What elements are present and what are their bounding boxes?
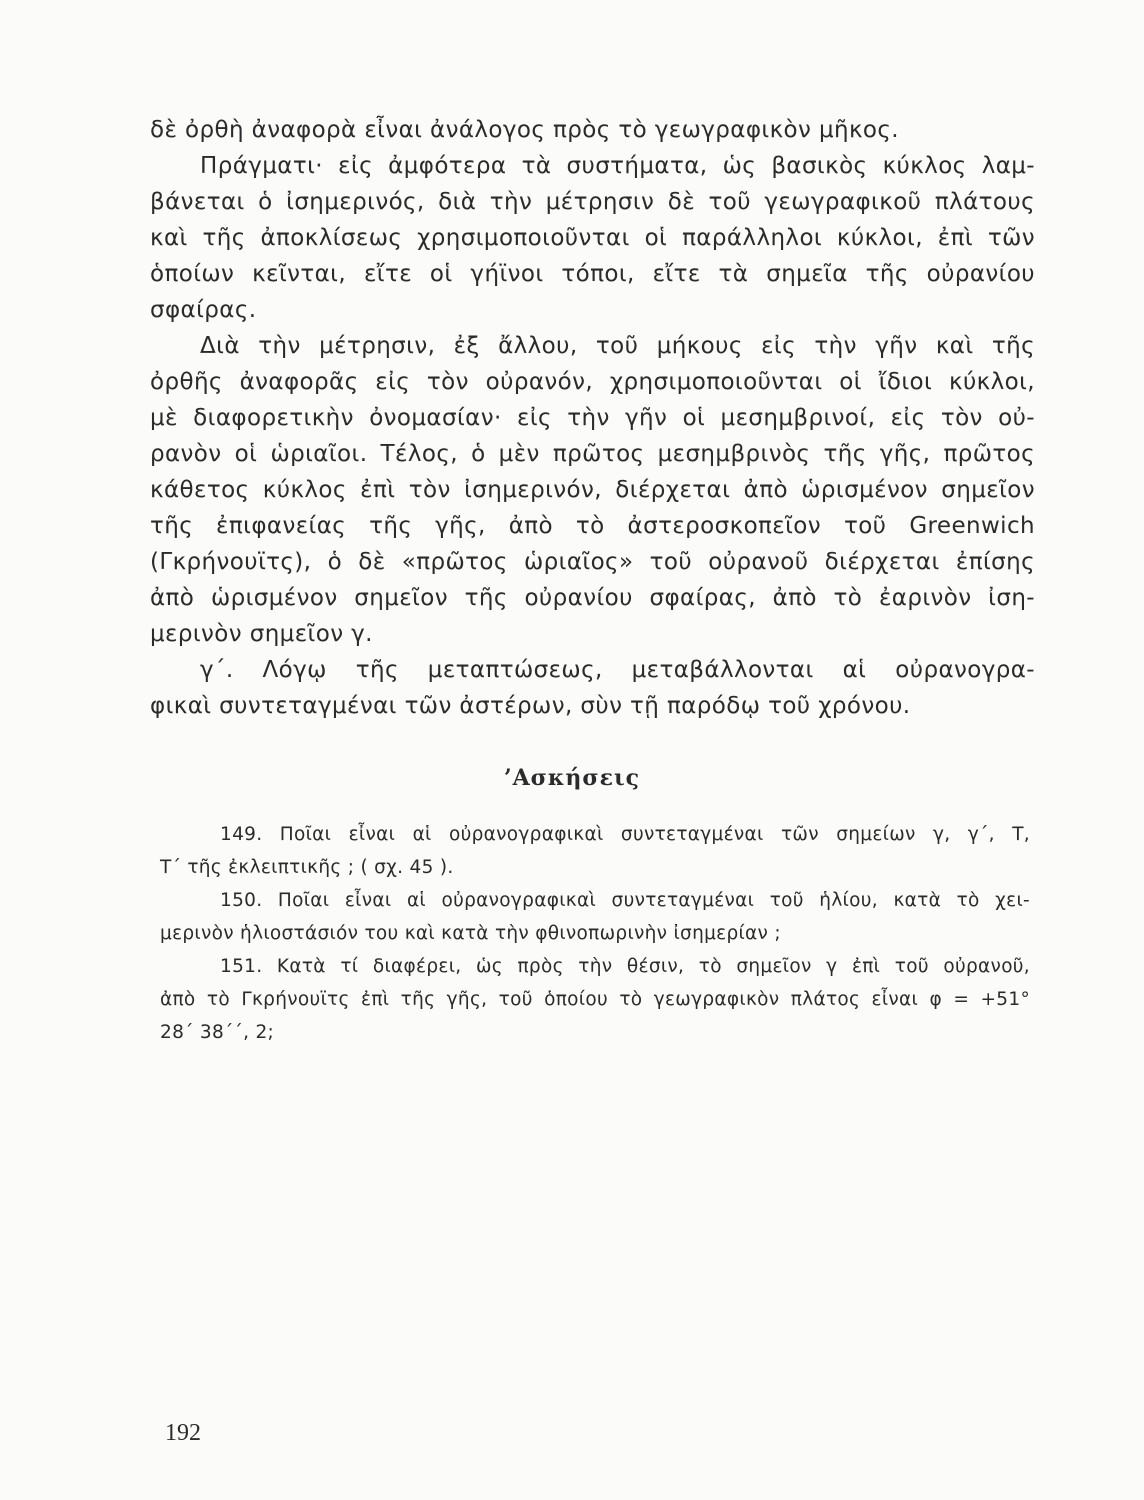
- text-line: φικαὶ συντεταγμέναι τῶν ἀστέρων, σὺν τῇ παρόδῳ τοῦ χρόνου.: [150, 693, 911, 719]
- text-line: ὁποίων κεῖνται, εἴτε οἱ γήϊνοι τόποι, εἴτε τὰ σημεῖα τῆς οὐρανίου: [150, 261, 1035, 287]
- text-line: μὲ διαφορετικὴν ὀνομασίαν· εἰς τὴν γῆν οἱ μεσημβρινοί, εἰς τὸν οὐ-: [150, 405, 1035, 431]
- text-line: Διὰ τὴν μέτρησιν, ἐξ ἄλλου, τοῦ μήκους εἰς τὴν γῆν καὶ τῆς: [200, 333, 1035, 359]
- text-line: καὶ τῆς ἀποκλίσεως χρησιμοποιοῦνται οἱ παράλληλοι κύκλοι, ἐπὶ τῶν: [150, 225, 1035, 251]
- text-line: ἀπὸ ὡρισμένον σημεῖον τῆς οὐρανίου σφαίρας, ἀπὸ τὸ ἐαρινὸν ἰση-: [150, 585, 1035, 611]
- exercise-line: μερινὸν ἡλιοστάσιόν του καὶ κατὰ τὴν φθινοπωρινὴν ἰσημερίαν ;: [160, 923, 781, 944]
- exercise-line: 151. Κατὰ τί διαφέρει, ὡς πρὸς τὴν θέσιν, τὸ σημεῖον γ ἐπὶ τοῦ οὐρανοῦ,: [220, 956, 1030, 977]
- exercise-line: 150. Ποῖαι εἶναι αἱ οὐρανογραφικαὶ συντεταγμέναι τοῦ ἡλίου, κατὰ τὸ χει-: [220, 890, 1030, 911]
- exercise-line: 149. Ποῖαι εἶναι αἱ οὐρανογραφικαὶ συντεταγμέναι τῶν σημείων γ, γ΄, Τ,: [220, 824, 1030, 845]
- exercise-line: Τ΄ τῆς ἐκλειπτικῆς ; ( σχ. 45 ).: [160, 857, 454, 878]
- text-line: δὲ ὀρθὴ ἀναφορὰ εἶναι ἀνάλογος πρὸς τὸ γεωγραφικὸν μῆκος.: [150, 117, 900, 143]
- text-line: Πράγματι· εἰς ἀμφότερα τὰ συστήματα, ὡς βασικὸς κύκλος λαμ-: [200, 153, 1035, 179]
- exercise-line: ἀπὸ τὸ Γκρήνουϊτς ἐπὶ τῆς γῆς, τοῦ ὁποίου τὸ γεωγραφικὸν πλάτος εἶναι φ = +51°: [160, 989, 1030, 1010]
- text-line: βάνεται ὁ ἰσημερινός, διὰ τὴν μέτρησιν δὲ τοῦ γεωγραφικοῦ πλάτους: [150, 189, 1035, 215]
- text-line: γ΄. Λόγῳ τῆς μεταπτώσεως, μεταβάλλονται αἱ οὐρανογρα-: [200, 657, 1035, 683]
- exercises-heading: ’Ασκήσεις: [503, 765, 641, 791]
- text-line: μερινὸν σημεῖον γ.: [150, 621, 373, 647]
- page-number: 192: [165, 1420, 201, 1446]
- text-line: (Γκρήνουϊτς), ὁ δὲ «πρῶτος ὡριαῖος» τοῦ οὐρανοῦ διέρχεται ἐπίσης: [150, 549, 1035, 575]
- text-line: ρανὸν οἱ ὡριαῖοι. Τέλος, ὁ μὲν πρῶτος μεσημβρινὸς τῆς γῆς, πρῶτος: [150, 441, 1035, 467]
- body-text: [150, 112, 1035, 724]
- text-line: τῆς ἐπιφανείας τῆς γῆς, ἀπὸ τὸ ἀστεροσκοπεῖον τοῦ Greenwich: [150, 513, 1035, 539]
- text-line: κάθετος κύκλος ἐπὶ τὸν ἰσημερινόν, διέρχεται ἀπὸ ὡρισμένον σημεῖον: [150, 477, 1035, 503]
- exercise-line: 28΄ 38΄΄, 2;: [160, 1022, 275, 1043]
- text-line: ὀρθῆς ἀναφορᾶς εἰς τὸν οὐρανόν, χρησιμοποιοῦνται οἱ ἴδιοι κύκλοι,: [150, 369, 1035, 395]
- text-line: σφαίρας.: [150, 297, 257, 323]
- exercises-list: [160, 818, 1030, 1049]
